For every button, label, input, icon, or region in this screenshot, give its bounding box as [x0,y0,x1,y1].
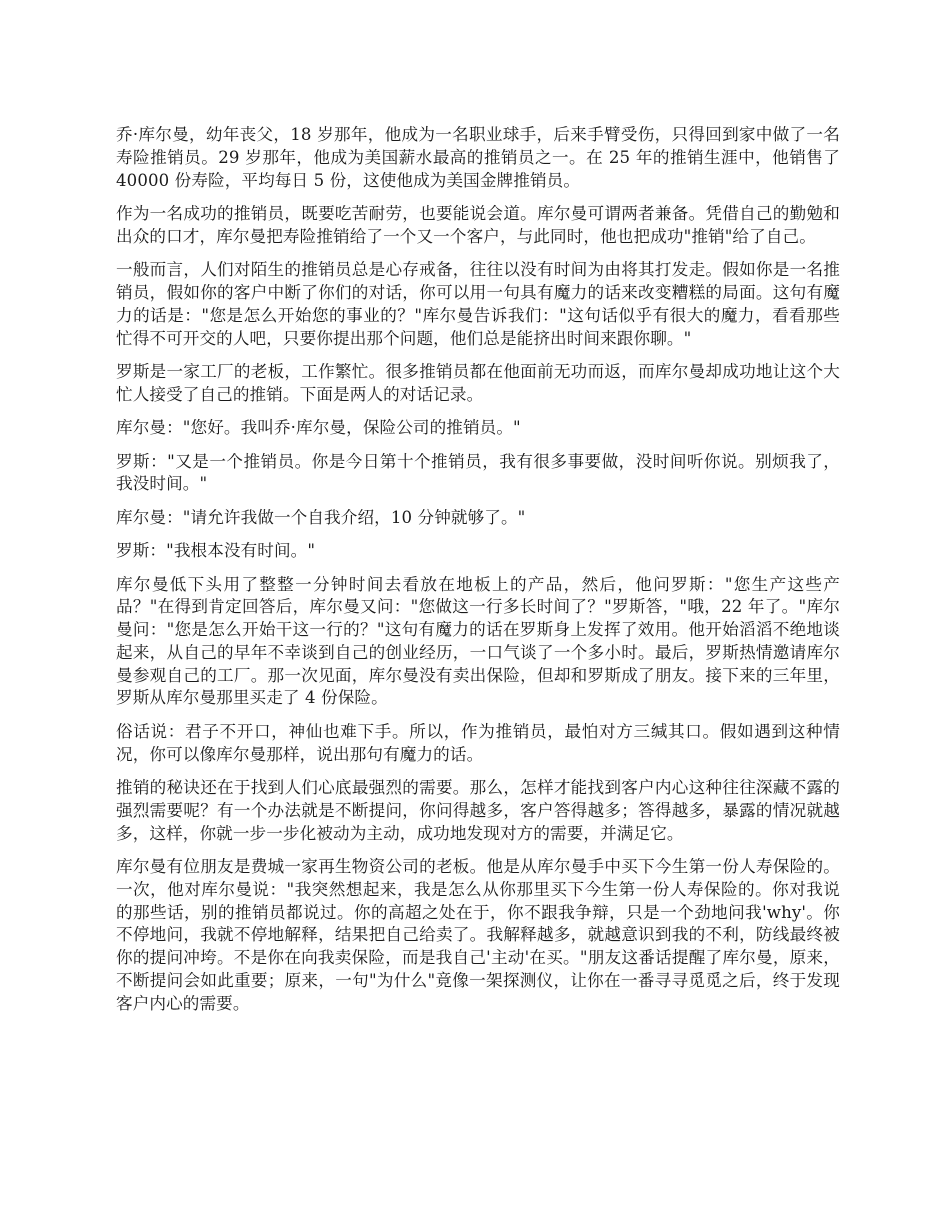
document-body [116,124,840,1026]
paragraph-12: 库尔曼有位朋友是费城一家再生物资公司的老板。他是从库尔曼手中买下今生第一份人寿保险的。一次，他对库尔曼说："我突然想起来，我是怎么从你那里买下今生第一份人寿保险的。你对我说的那些话，别的推销员都说过。你的高超之处在于，你不跟我争辩，只是一个劲地问我'why'。你不停地问，我就不停地解释，结果把自己给卖了。我解释越多，就越意识到我的不利，防线最终被你的提问冲垮。不是你在向我卖保险，而是我自己'主动'在买。"朋友这番话提醒了库尔曼，原来，不断提问会如此重要；原来，一句"为什么"竟像一架探测仪，让你在一番寻寻觅觅之后，终于发现客户内心的需要。 [116,857,840,1013]
paragraph-9: 库尔曼低下头用了整整一分钟时间去看放在地板上的产品，然后，他问罗斯："您生产这些产品？"在得到肯定回答后，库尔曼又问："您做这一行多长时间了？"罗斯答，"哦，22 年了。"库尔曼问："您是怎么开始干这一行的？"这句有魔力的话在罗斯身上发挥了效用。他开始滔滔不绝地谈起来，从自己的早年不幸谈到自己的创业经历，一口气谈了一个多小时。最后，罗斯热情邀请库尔曼参观自己的工厂。那一次见面，库尔曼没有卖出保险，但却和罗斯成了朋友。接下来的三年里，罗斯从库尔曼那里买走了 4 份保险。 [116,574,840,708]
paragraph-4: 罗斯是一家工厂的老板，工作繁忙。很多推销员都在他面前无功而返，而库尔曼却成功地让这个大忙人接受了自己的推销。下面是两人的对话记录。 [116,361,840,404]
paragraph-3: 一般而言，人们对陌生的推销员总是心存戒备，往往以没有时间为由将其打发走。假如你是一名推销员，假如你的客户中断了你们的对话，你可以用一句具有魔力的话来改变糟糕的局面。这句有魔力的话是："您是怎么开始您的事业的？"库尔曼告诉我们："这句话似乎有很大的魔力，看看那些忙得不可开交的人吧，只要你提出那个问题，他们总是能挤出时间来跟你聊。" [116,260,840,348]
paragraph-5: 库尔曼："您好。我叫乔·库尔曼，保险公司的推销员。" [116,418,521,438]
paragraph-10: 俗话说：君子不开口，神仙也难下手。所以，作为推销员，最怕对方三缄其口。假如遇到这种情况，你可以像库尔曼那样，说出那句有魔力的话。 [116,721,840,764]
paragraph-6: 罗斯："又是一个推销员。你是今日第十个推销员，我有很多事要做，没时间听你说。别烦我了，我没时间。" [116,451,840,494]
paragraph-11: 推销的秘诀还在于找到人们心底最强烈的需要。那么，怎样才能找到客户内心这种往往深藏不露的强烈需要呢？有一个办法就是不断提问，你问得越多，客户答得越多；答得越多，暴露的情况就越多，这样，你就一步一步化被动为主动，成功地发现对方的需要，并满足它。 [116,778,840,843]
paragraph-7: 库尔曼："请允许我做一个自我介绍，10 分钟就够了。" [116,507,526,527]
paragraph-8: 罗斯："我根本没有时间。" [116,541,316,561]
paragraph-2: 作为一名成功的推销员，既要吃苦耐劳，也要能说会道。库尔曼可谓两者兼备。凭借自己的勤勉和出众的口才，库尔曼把寿险推销给了一个又一个客户，与此同时，他也把成功"推销"给了自己。 [116,203,840,246]
paragraph-1: 乔·库尔曼，幼年丧父，18 岁那年，他成为一名职业球手，后来手臂受伤，只得回到家中做了一名寿险推销员。29 岁那年，他成为美国薪水最高的推销员之一。在 25 年的推销生涯中，他销售了 40000 份寿险，平均每日 5 份，这使他成为美国金牌推销员。 [116,125,840,190]
